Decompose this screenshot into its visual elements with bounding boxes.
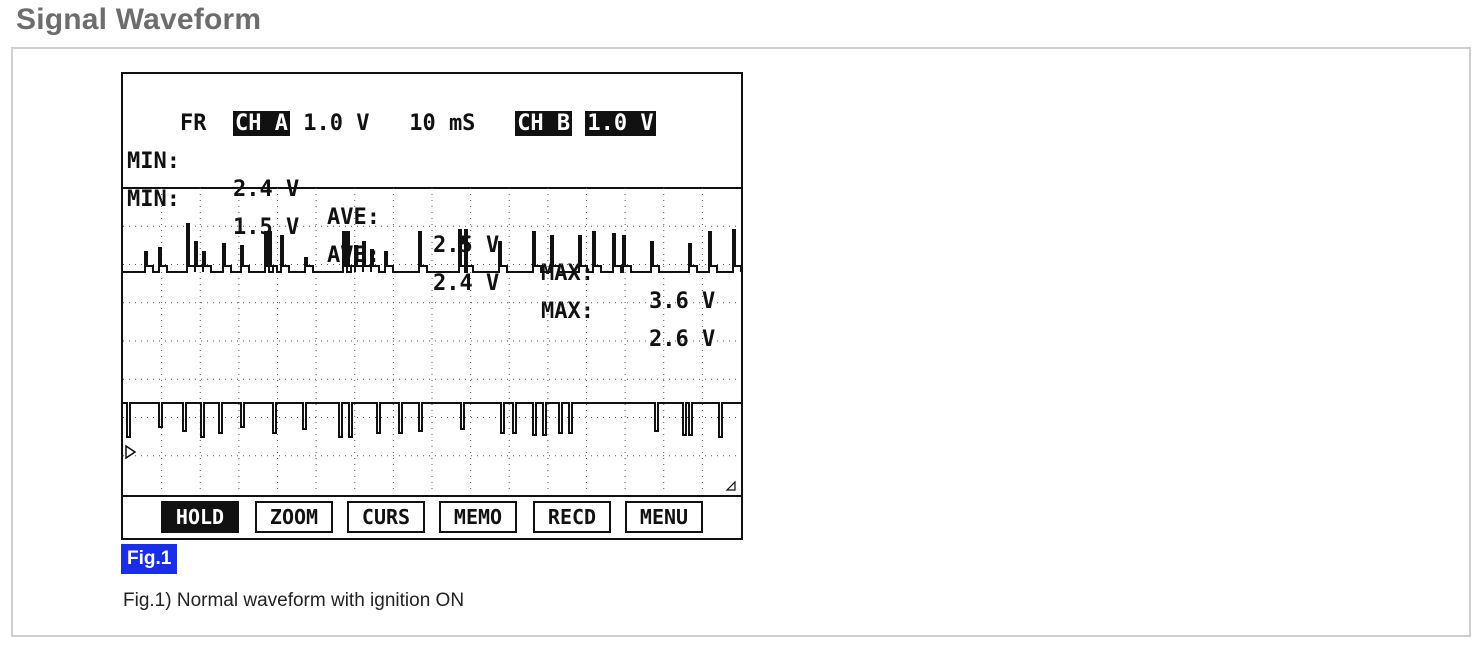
trigger-marker-icon <box>126 446 135 458</box>
ave-value: 2.4 V <box>433 271 500 296</box>
oscilloscope-screen <box>121 72 743 540</box>
figure-caption: Fig.1) Normal waveform with ignition ON <box>123 590 465 611</box>
curs-button[interactable]: CURS <box>347 501 425 533</box>
plot-grid <box>123 188 741 494</box>
min-value: 2.4 V <box>233 177 300 202</box>
ave-label: AVE: <box>327 205 380 230</box>
mode-label: FR <box>179 111 207 136</box>
ch-a-label: CH A <box>234 111 288 136</box>
max-value: 2.6 V <box>649 327 716 352</box>
hold-button[interactable]: HOLD <box>161 501 239 533</box>
scope-header-row <box>127 82 656 136</box>
menu-button[interactable]: MENU <box>625 501 703 533</box>
max-label: MAX: <box>541 261 594 286</box>
min-label: MIN: <box>127 187 180 212</box>
corner-resize-icon <box>727 482 735 490</box>
ch-a-scale: 1.0 V <box>303 111 370 136</box>
min-value: 1.5 V <box>233 215 300 240</box>
recd-button[interactable]: RECD <box>533 501 611 533</box>
zoom-button[interactable]: ZOOM <box>255 501 333 533</box>
memo-button[interactable]: MEMO <box>439 501 517 533</box>
ch-b-label: CH B <box>517 111 571 136</box>
max-value: 3.6 V <box>649 289 716 314</box>
figure-label: Fig.1 <box>121 544 177 574</box>
timebase: 10 mS <box>409 111 476 136</box>
channel-b-trace <box>123 403 741 437</box>
waveform-plot <box>123 188 741 494</box>
ave-value: 2.5 V <box>433 233 500 258</box>
min-label: MIN: <box>127 149 180 174</box>
ch-b-scale: 1.0 V <box>587 111 654 136</box>
max-label: MAX: <box>541 299 594 324</box>
page-title: Signal Waveform <box>16 3 262 36</box>
ave-label: AVE: <box>327 243 380 268</box>
button-bar-divider <box>123 495 741 497</box>
